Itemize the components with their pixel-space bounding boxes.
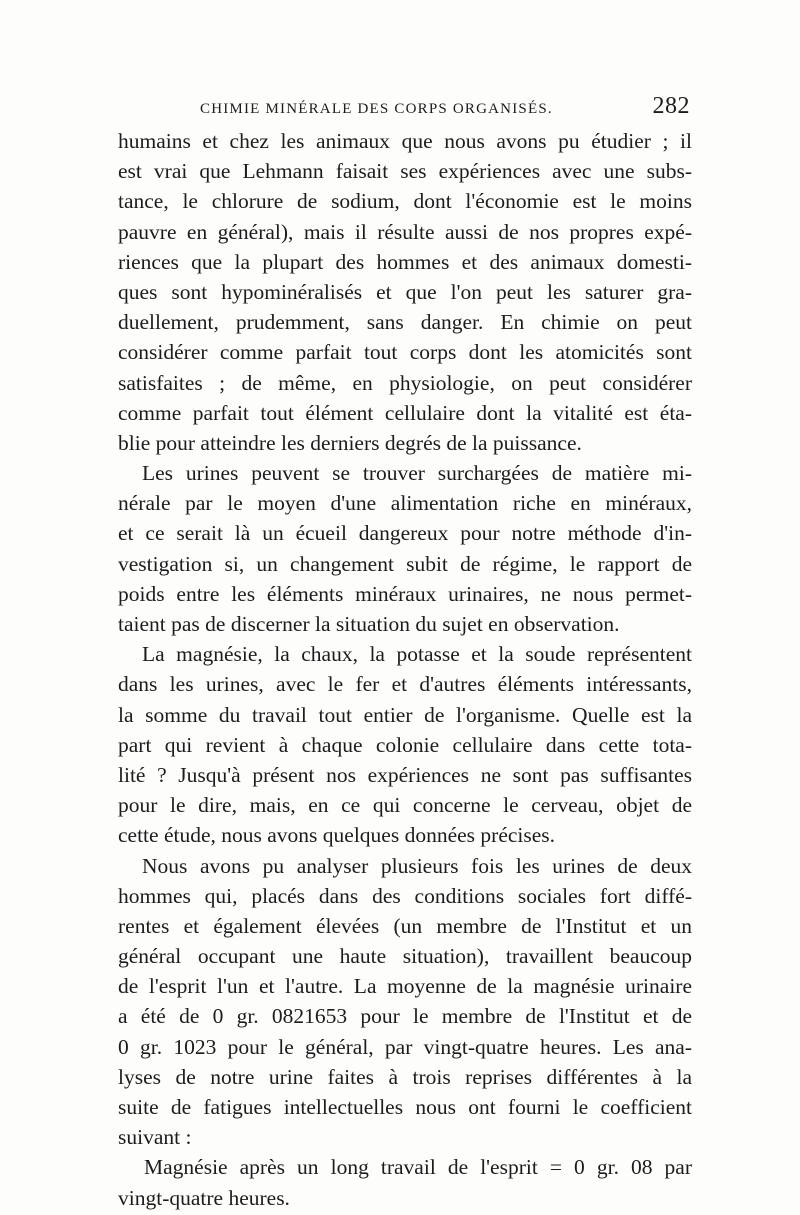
text-line: est vrai que Lehmann faisait ses expériences avec une subs- — [118, 159, 692, 184]
text-line: la somme du travail tout entier de l'organisme. Quelle est la — [118, 702, 692, 727]
text-line: vingt-quatre heures. — [118, 1185, 290, 1210]
text-line: part qui revient à chaque colonie cellulaire dans cette tota- — [118, 732, 692, 757]
text-line: taient pas de discerner la situation du sujet en observation. — [118, 612, 620, 636]
running-title: CHIMIE MINÉRALE DES CORPS ORGANISÉS. — [200, 101, 553, 117]
text-line: humains et chez les animaux que nous avons pu étudier ; il — [118, 129, 692, 153]
running-head — [118, 93, 690, 127]
paragraph-start-line: Nous avons pu analyser plusieurs fois les urines de deux — [142, 853, 692, 878]
text-line: poids entre les éléments minéraux urinaires, ne nous permet- — [118, 581, 692, 606]
text-line: général occupant une haute situation), travaillent beaucoup — [118, 944, 692, 969]
paragraph-start-line: Les urines peuvent se trouver surchargées de matière mi- — [142, 461, 692, 486]
text-line: de l'esprit l'un et l'autre. La moyenne de la magnésie urinaire — [118, 974, 692, 999]
text-line: lité ? Jusqu'à présent nos expériences ne sont pas suffisantes — [118, 762, 692, 787]
text-line: comme parfait tout élément cellulaire dont la vitalité est éta- — [118, 400, 692, 425]
text-line: blie pour atteindre les derniers degrés de la puissance. — [118, 430, 582, 455]
page-number: 282 — [652, 93, 690, 119]
text-line: pour le dire, mais, en ce qui concerne le cerveau, objet de — [118, 793, 692, 818]
text-line: nérale par le moyen d'une alimentation riche en minéraux, — [118, 491, 692, 516]
text-line: riences que la plupart des hommes et des animaux domesti- — [118, 249, 692, 274]
paragraph-start-line: La magnésie, la chaux, la potasse et la soude représentent — [142, 642, 692, 667]
text-line: lyses de notre urine faites à trois reprises différentes à la — [118, 1064, 692, 1089]
text-line: vestigation si, un changement subit de régime, le rapport de — [118, 551, 692, 576]
text-line: 0 gr. 1023 pour le général, par vingt-quatre heures. Les ana- — [118, 1034, 692, 1059]
text-line: cette étude, nous avons quelques données précises. — [118, 823, 556, 848]
text-line: suite de fatigues intellectuelles nous ont fourni le coefficient — [118, 1095, 692, 1119]
text-line: ques sont hypominéralisés et que l'on peut les saturer gra- — [118, 279, 692, 304]
text-line: tance, le chlorure de sodium, dont l'économie est le moins — [118, 189, 692, 214]
text-line: pauvre en général), mais il résulte aussi de nos propres expé- — [118, 219, 692, 244]
text-line: et ce serait là un écueil dangereux pour notre méthode d'in- — [118, 521, 692, 546]
text-line: duellement, prudemment, sans danger. En chimie on peut — [118, 310, 692, 335]
text-line: a été de 0 gr. 0821653 pour le membre de l'Institut et de — [118, 1004, 692, 1029]
text-line: rentes et également élevées (un membre de l'Institut et un — [118, 913, 692, 938]
text-line: suivant : — [118, 1125, 192, 1150]
formula-line: Magnésie après un long travail de l'esprit = 0 gr. 08 par — [144, 1155, 692, 1180]
body-text — [118, 126, 692, 1213]
text-line: hommes qui, placés dans des conditions sociales fort diffé- — [118, 883, 692, 908]
text-line: satisfaites ; de même, en physiologie, on peut considérer — [118, 370, 692, 395]
text-line: considérer comme parfait tout corps dont les atomicités sont — [118, 340, 692, 365]
text-line: dans les urines, avec le fer et d'autres éléments intéressants, — [118, 672, 692, 697]
